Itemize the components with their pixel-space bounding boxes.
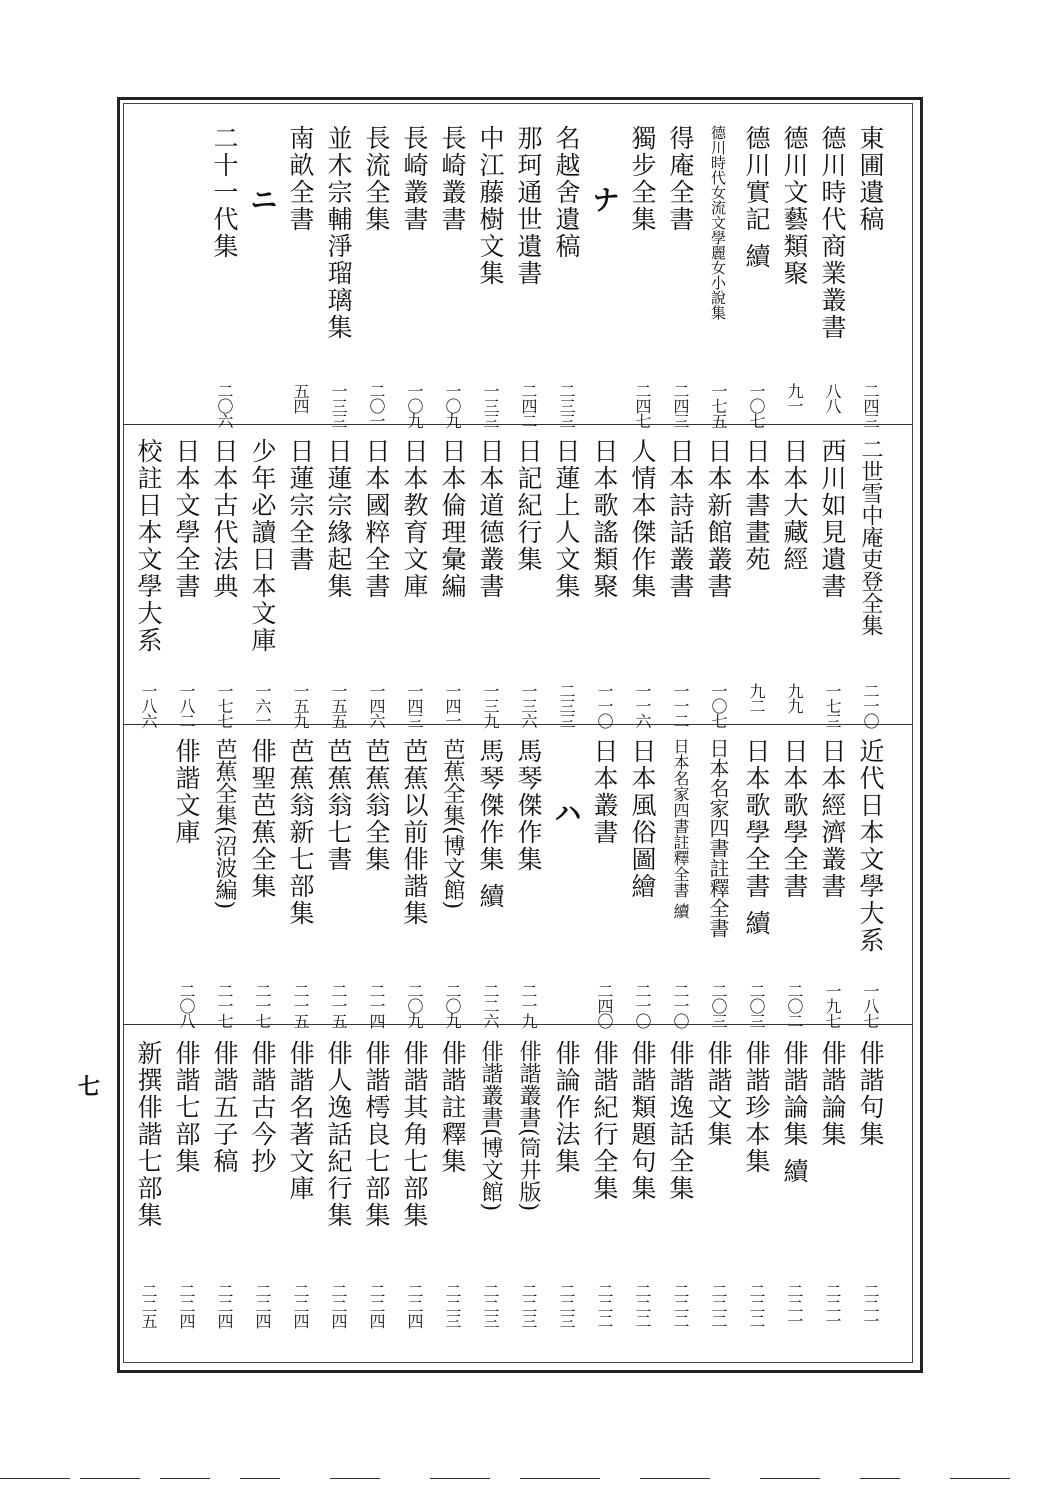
entry-page-number: 二二一 [861,1283,880,1328]
entry-page-number: 二〇六 [215,383,234,428]
entry-title: 俳論作法集 [552,1040,581,1175]
entry-title: 芭蕉全集(博文館) [440,738,465,910]
entry-page-number: 二二二 [595,1283,614,1328]
entry-page-number: 二一七 [215,983,234,1028]
entry-page-number: 二四三 [861,383,880,428]
entry-title: 長崎叢書 [438,125,467,233]
entry-page-number: 五四 [291,383,310,413]
footer-rule [520,1478,600,1479]
entry-title: 新撰俳諧七部集 [134,1040,163,1229]
entry-page-number: 九九 [785,683,804,713]
entry-title: 德川文藝類聚 [780,125,809,287]
entry-title: 俳諧文集 [704,1040,733,1148]
entry-page-number: 二四〇 [595,983,614,1028]
entry-page-number: 二三三 [557,383,576,428]
entry-page-number: 二二四 [405,1283,424,1328]
entry-page-number: 二二三 [519,1283,538,1328]
entry-page-number: 二二三 [443,1283,462,1328]
entry-page-number: 二一五 [329,983,348,1028]
entry-page-number: 二二四 [329,1283,348,1328]
footer-rule [80,1478,140,1479]
entry-title: 南畝全書 [286,125,315,233]
entry-page-number: 二〇九 [405,983,424,1028]
entry-page-number: 二〇二 [785,983,804,1028]
entry-page-number: 二二四 [367,1283,386,1328]
entry-page-number: 一三三 [329,383,348,428]
entry-page-number: 一八七 [861,983,880,1028]
entry-title: 俳諧珍本集 [742,1040,771,1175]
entry-title: 俳諧文庫 [172,738,201,846]
entry-title: 二十一代集 [210,125,239,260]
footer-rule [330,1478,380,1479]
entry-page-number: 一四六 [367,683,386,728]
entry-page-number: 一五九 [291,683,310,728]
index-heading: ニ [246,185,279,213]
entry-page-number: 九二 [747,683,766,713]
entry-page-number: 二三三 [557,683,576,728]
footer-rule [860,1478,900,1479]
entry-title: 東圃遺稿 [856,125,885,233]
footer-rule [760,1478,820,1479]
entry-page-number: 二二六 [481,983,500,1028]
entry-title: 二世雪中庵吏登全集 [858,438,883,636]
entry-title: 日本名家四書註釋全書 續 [671,738,690,920]
entry-title: 俳諧古今抄 [248,1040,277,1175]
entry-page-number: 一八六 [139,683,158,728]
entry-title: 日本叢書 [590,738,619,846]
entry-title: 日本文學全書 [172,438,201,600]
entry-title: 獨步全集 [628,125,657,233]
entry-title: 馬琴傑作集 [514,738,543,873]
entry-page-number: 二一九 [519,983,538,1028]
footer-rule [950,1478,1010,1479]
entry-title: 俳諧紀行全集 [590,1040,619,1202]
entry-page-number: 二二四 [215,1283,234,1328]
footer-rule [0,1478,70,1479]
entry-title: 俳諧叢書(博文館) [478,1040,503,1212]
entry-page-number: 一一〇 [595,683,614,728]
entry-page-number: 二二二 [709,1283,728,1328]
entry-page-number: 二二二 [671,1283,690,1328]
entry-page-number: 二二四 [291,1283,310,1328]
entry-title: 德川時代商業叢書 [818,125,847,341]
entry-page-number: 一四三 [405,683,424,728]
entry-page-number: 二二一 [823,1283,842,1328]
entry-title: 俳諧名著文庫 [286,1040,315,1202]
footer-rule [640,1478,710,1479]
entry-page-number: 一七五 [709,383,728,428]
entry-title: 日本國粹全書 [362,438,391,600]
entry-page-number: 一七三 [823,683,842,728]
entry-title: 長崎叢書 [400,125,429,233]
entry-page-number: 一一二 [671,683,690,728]
entry-title: 日蓮上人文集 [552,438,581,600]
entry-page-number: 二二三 [557,1283,576,1328]
entry-title: 俳諧論集 [818,1040,847,1148]
entry-title: 俳諧樗良七部集 [362,1040,391,1229]
entry-title: 日本詩話叢書 [666,438,695,600]
entry-page-number: 二一〇 [861,683,880,728]
entry-title: 日本教育文庫 [400,438,429,600]
entry-title: 名越舍遺稿 [552,125,581,260]
footer-rule [240,1478,280,1479]
entry-page-number: 二一〇 [633,983,652,1028]
index-heading: ナ [588,185,621,213]
entry-title: 日記紀行集 [514,438,543,573]
entry-title: 芭蕉翁全集 [362,738,391,873]
entry-page-number: 二四二 [519,383,538,428]
entry-page-number: 二〇三 [709,983,728,1028]
entry-page-number: 二二五 [139,1283,158,1328]
entry-title: 日本書畫苑 [742,438,771,573]
entry-title: 俳諧論集 續 [780,1040,809,1185]
entry-title: 那珂通世遺書 [514,125,543,287]
entry-title: 芭蕉翁七書 [324,738,353,873]
entry-page-number: 一三六 [519,683,538,728]
entry-page-number: 九一 [785,383,804,413]
entry-page-number: 二四七 [633,383,652,428]
entry-title: 日本道德叢書 [476,438,505,600]
entry-title: 日本歌謠類聚 [590,438,619,600]
entry-title: 日本大藏經 [780,438,809,573]
entry-page-number: 二二二 [633,1283,652,1328]
entry-page-number: 八八 [823,383,842,413]
entry-title: 俳聖芭蕉全集 [248,738,277,900]
entry-title: 俳人逸話紀行集 [324,1040,353,1229]
entry-title: 日本經濟叢書 [818,738,847,900]
entry-page-number: 二二三 [481,1283,500,1328]
entry-page-number: 一三九 [481,683,500,728]
entry-page-number: 二〇九 [443,983,462,1028]
entry-page-number: 二一五 [291,983,310,1028]
entry-title: 日蓮宗緣起集 [324,438,353,600]
entry-page-number: 二一七 [253,983,272,1028]
entry-title: 近代日本文學大系 [856,738,885,954]
entry-page-number: 二二一 [785,1283,804,1328]
entry-page-number: 二二四 [177,1283,196,1328]
entry-title: 少年必讀日本文庫 [248,438,277,654]
index-heading: ハ [550,798,583,826]
entry-page-number: 一〇七 [709,683,728,728]
entry-page-number: 二二二 [747,1283,766,1328]
entry-page-number: 一六一 [253,683,272,728]
entry-title: 日本倫理彙編 [438,438,467,600]
entry-title: 日本歌學全書 [780,738,809,900]
entry-title: 俳諧註釋集 [438,1040,467,1175]
entry-title: 俳諧五子稿 [210,1040,239,1175]
footer-rule [160,1478,210,1479]
entry-title: 西川如見遺書 [818,438,847,600]
entry-page-number: 一一六 [633,683,652,728]
entry-page-number: 二〇八 [177,983,196,1028]
entry-page-number: 二〇三 [747,983,766,1028]
entry-page-number: 一〇七 [747,383,766,428]
footer-rule [430,1478,490,1479]
entry-page-number: 二四三 [671,383,690,428]
entry-page-number: 二一〇 [671,983,690,1028]
entry-page-number: 二〇一 [367,383,386,428]
entry-title: 人情本傑作集 [628,438,657,600]
entry-page-number: 一三三 [481,383,500,428]
entry-page-number: 一〇九 [405,383,424,428]
entry-page-number: 一九七 [823,983,842,1028]
entry-page-number: 一五五 [329,683,348,728]
entry-title: 日本名家四書註釋全書 [706,738,730,938]
entry-page-number: 二二四 [253,1283,272,1328]
entry-title: 日蓮宗全書 [286,438,315,573]
entry-page-number: 一四一 [443,683,462,728]
entry-page-number: 一七七 [215,683,234,728]
entry-title: 俳諧類題句集 [628,1040,657,1202]
entry-title: 日本新館叢書 [704,438,733,600]
entry-title: 俳諧叢書(筒井版) [516,1040,541,1212]
entry-title: 得庵全書 [666,125,695,233]
page-number: 七 [78,1074,101,1100]
entry-title: 俳諧逸話全集 [666,1040,695,1202]
entry-title: 日本歌學全書 續 [742,738,771,937]
entry-title: 德川實記 續 [742,125,771,270]
entry-title: 日本古代法典 [210,438,239,600]
entry-page-number: 一八二 [177,683,196,728]
entry-title: 日本風俗圖繪 [628,738,657,900]
entry-title: 馬琴傑作集 續 [476,738,505,910]
entry-title: 並木宗輔淨瑠璃集 [324,125,353,341]
entry-title: 俳諧句集 [856,1040,885,1148]
entry-page-number: 二一四 [367,983,386,1028]
entry-title: 中江藤樹文集 [476,125,505,287]
entry-title: 俳諧其角七部集 [400,1040,429,1229]
entry-title: 芭蕉翁新七部集 [286,738,315,927]
entry-title: 俳諧七部集 [172,1040,201,1175]
entry-page-number: 一〇九 [443,383,462,428]
entry-title: 長流全集 [362,125,391,233]
entry-title: 芭蕉以前俳諧集 [400,738,429,927]
entry-title: 校註日本文學大系 [134,438,163,654]
entry-title: 德川時代女流文學麗女小說集 [709,125,727,320]
entry-title: 芭蕉全集(沼波編) [212,738,237,910]
